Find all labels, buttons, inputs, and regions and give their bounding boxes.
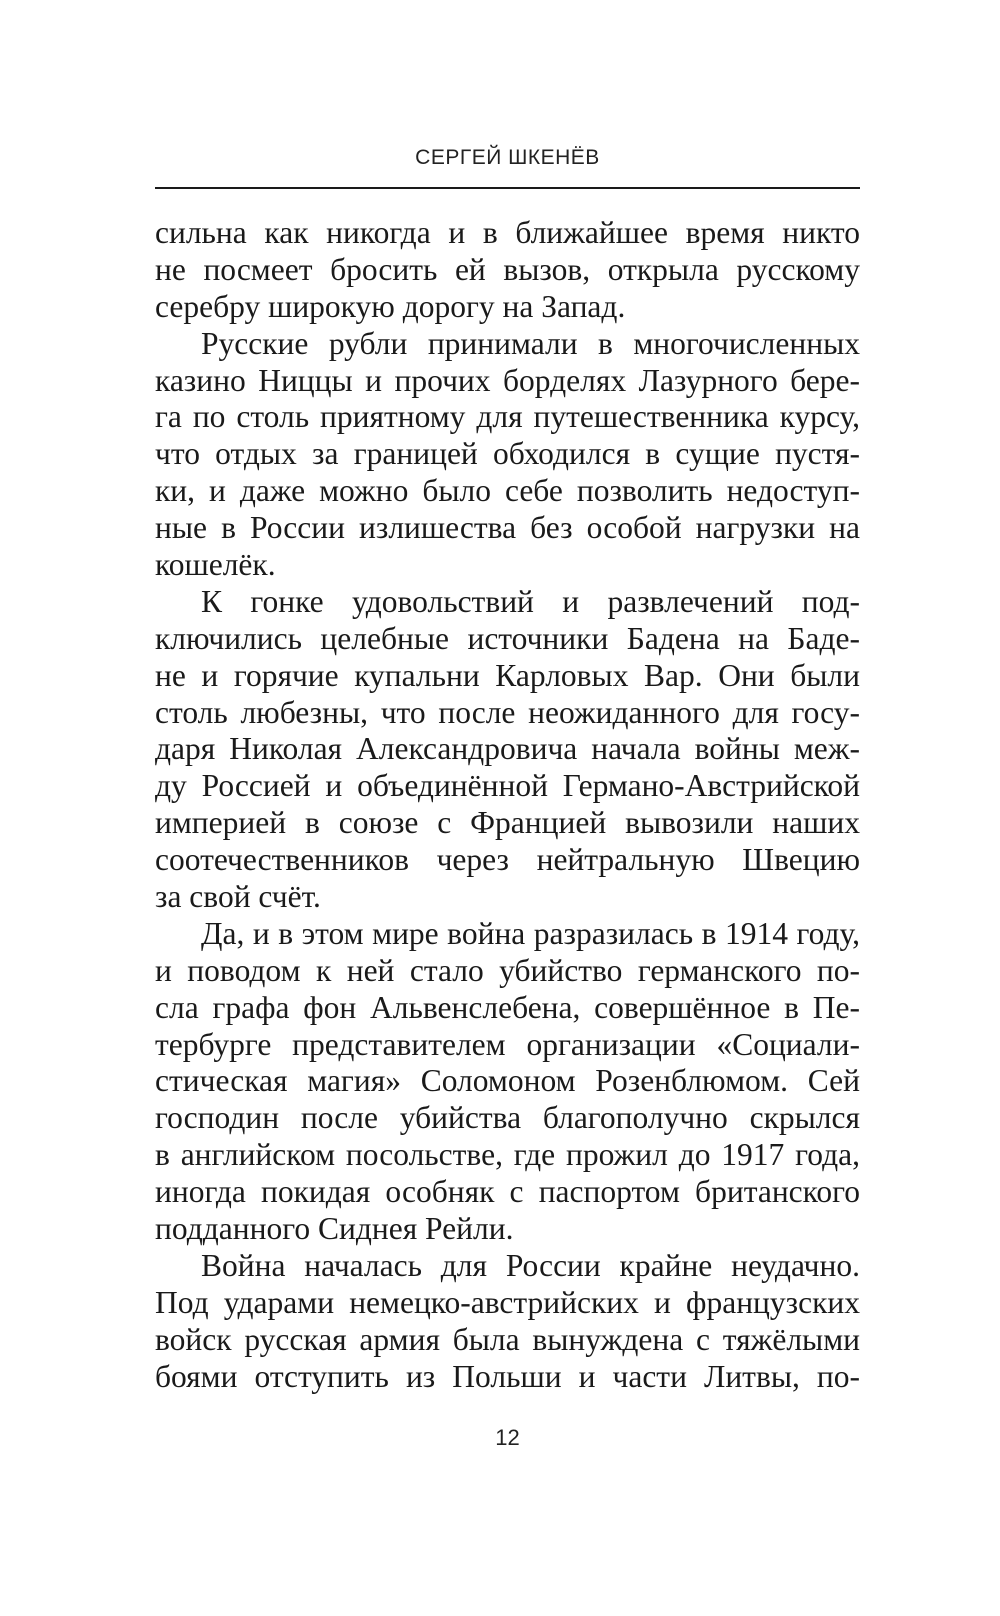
text-line: империей в союзе с Францией вывозили наших: [155, 805, 860, 841]
text-line: сла графа фон Альвенслебена, совершённое в Пе-: [155, 989, 860, 1025]
header-rule: [155, 187, 860, 189]
text-line: даря Николая Александровича начала войны меж-: [155, 731, 860, 767]
text-line: сильна как никогда и в ближайшее время никто: [155, 215, 860, 250]
text-line: ки, и даже можно было себе позволить недоступ-: [155, 473, 860, 509]
text-line: серебру широкую дорогу на Запад.: [155, 288, 626, 324]
text-line: не и горячие купальни Карловых Вар. Они были: [155, 657, 860, 693]
body-text: [155, 215, 860, 1396]
text-line: Русские рубли принимали в многочисленных: [201, 325, 860, 361]
text-line: подданного Сиднея Рейли.: [155, 1211, 514, 1247]
text-line: столь любезны, что после неожиданного для госу-: [155, 694, 860, 730]
text-line: в английском посольстве, где прожил до 1917 года,: [155, 1137, 860, 1173]
text-line: иногда покидая особняк с паспортом британского: [155, 1174, 860, 1210]
text-line: ключились целебные источники Бадена на Баде-: [155, 620, 860, 656]
text-line: стическая магия» Соломоном Розенблюмом. Сей: [155, 1063, 860, 1099]
text-line: га по столь приятному для путешественника курсу,: [155, 399, 860, 435]
text-line: Под ударами немецко-австрийских и французских: [155, 1284, 860, 1320]
running-head: СЕРГЕЙ ШКЕНЁВ: [415, 146, 600, 169]
text-line: ду Россией и объединённой Германо-Австрийской: [155, 768, 860, 804]
text-line: за свой счёт.: [155, 879, 321, 915]
text-line: что отдых за границей обходился в сущие пустя-: [155, 436, 860, 472]
text-line: Да, и в этом мире война разразилась в 1914 году,: [201, 915, 860, 951]
text-line: войск русская армия была вынуждена с тяжёлыми: [155, 1321, 860, 1357]
text-line: Война началась для России крайне неудачно.: [201, 1247, 860, 1283]
text-line: боями отступить из Польши и части Литвы, по-: [155, 1358, 860, 1394]
page-number: 12: [495, 1425, 520, 1450]
text-line: казино Ниццы и прочих борделях Лазурного бере-: [155, 362, 860, 398]
text-line: и поводом к ней стало убийство германского по-: [155, 952, 860, 988]
text-line: кошелёк.: [155, 547, 276, 583]
text-line: К гонке удовольствий и развлечений под-: [201, 583, 860, 619]
text-line: господин после убийства благополучно скрылся: [155, 1100, 860, 1136]
text-line: ные в России излишества без особой нагрузки на: [155, 510, 860, 546]
text-line: тербурге представителем организации «Социали-: [155, 1026, 860, 1062]
text-line: не посмеет бросить ей вызов, открыла русскому: [155, 251, 860, 287]
text-line: соотечественников через нейтральную Швецию: [155, 842, 860, 878]
